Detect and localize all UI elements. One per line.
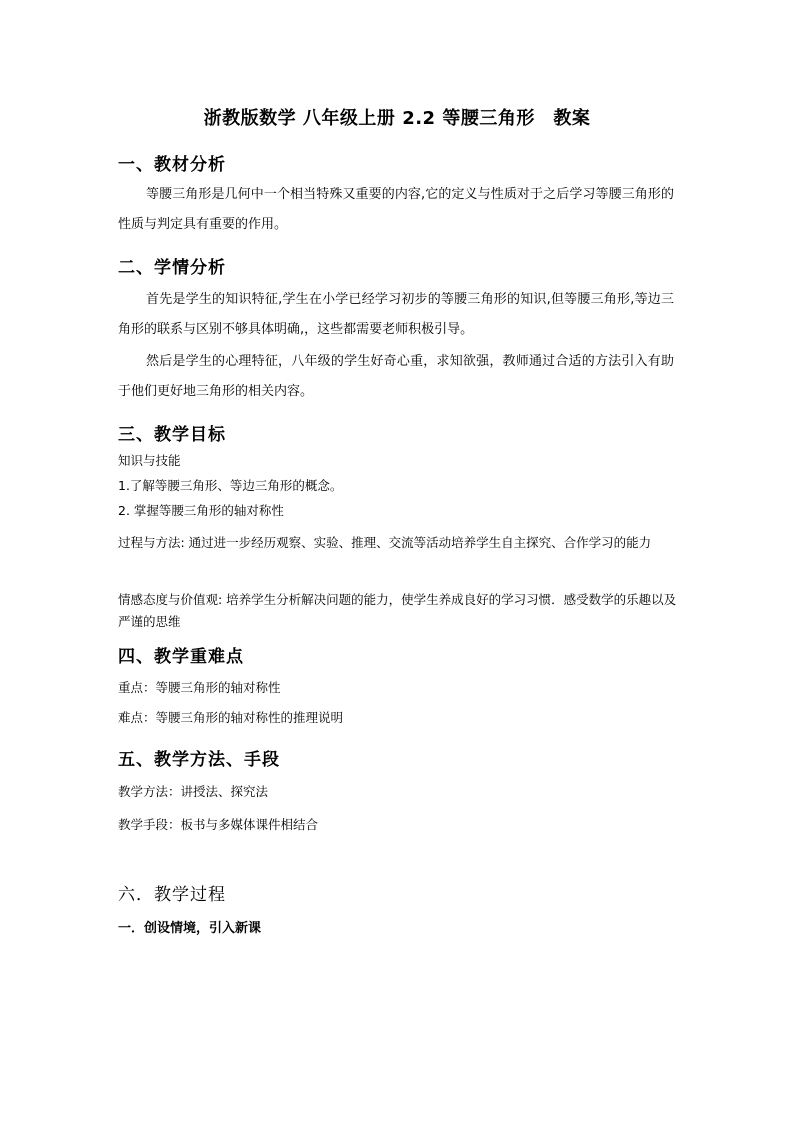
student-psychology-paragraph: 然后是学生的心理特征，八年级的学生好奇心重，求知欲强，教师通过合适的方法引入有助于他们更好地三角形的相关内容。 [118,354,674,399]
section-heading-textbook-analysis: 一、教材分析 [118,155,226,175]
goal-item-2: 2. 掌握等腰三角形的轴对称性 [118,503,284,518]
teaching-means: 教学手段：板书与多媒体课件相结合 [118,817,319,832]
document-title: 浙教版数学 八年级上册 2.2 等腰三角形 教案 [203,108,591,129]
difficult-point: 难点：等腰三角形的轴对称性的推理说明 [118,710,344,725]
section-heading-student-analysis: 二、学情分析 [118,258,226,278]
process-method-goal: 过程与方法: 通过进一步经历观察、实验、推理、交流等活动培养学生自主探究、合作学习的能力 [118,535,652,550]
teaching-method: 教学方法：讲授法、探究法 [118,784,269,799]
section-heading-teaching-methods: 五、教学方法、手段 [118,750,280,770]
section-heading-teaching-process: 六．教学过程 [118,885,226,905]
goal-item-1: 1.了解等腰三角形、等边三角形的概念。 [118,478,343,493]
student-knowledge-paragraph: 首先是学生的知识特征,学生在小学已经学习初步的等腰三角形的知识,但等腰三角形,等边三角形的联系与区别不够具体明确,，这些都需要老师积极引导。 [118,292,674,337]
textbook-analysis-paragraph: 等腰三角形是几何中一个相当特殊又重要的内容,它的定义与性质对于之后学习等腰三角形的性质与判定具有重要的作用。 [118,187,674,232]
key-point: 重点：等腰三角形的轴对称性 [118,680,281,695]
knowledge-skills-label: 知识与技能 [118,453,181,468]
section-heading-key-difficult-points: 四、教学重难点 [118,647,244,667]
section-heading-teaching-goals: 三、教学目标 [118,425,226,445]
process-step-1: 一．创设情境，引入新课 [118,921,262,936]
emotion-value-goal: 情感态度与价值观: 培养学生分析解决问题的能力，使学生养成良好的学习习惯．感受数学的乐趣以及严谨的思维 [118,592,677,629]
